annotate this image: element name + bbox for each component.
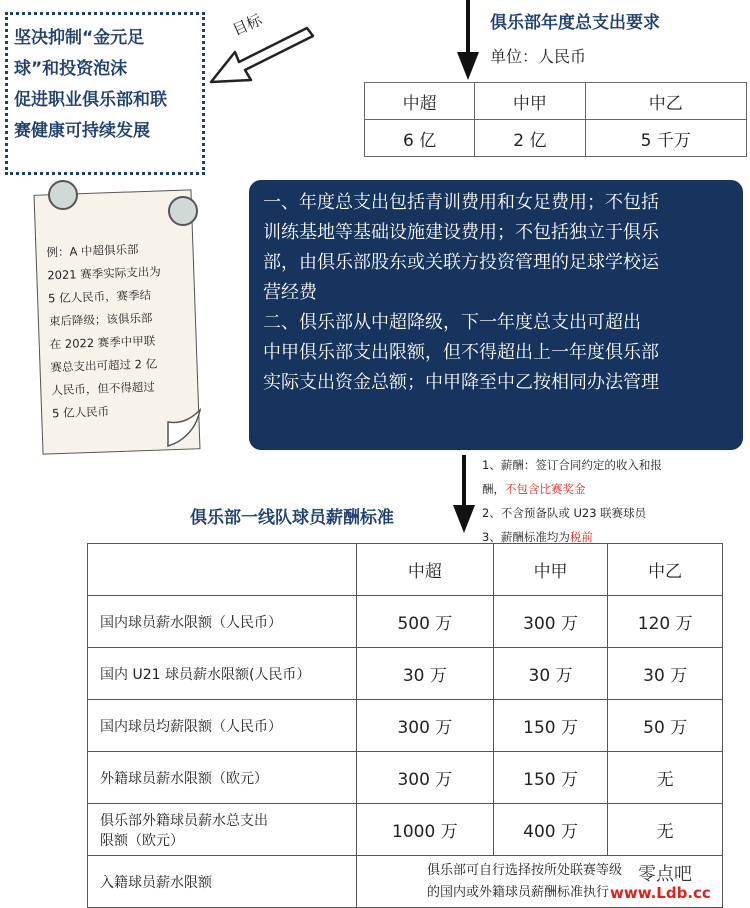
watermark-logo: 零点吧 [638, 864, 692, 885]
salary-notes [482, 453, 747, 549]
annual-title: 俱乐部年度总支出要求 [490, 13, 660, 33]
goal-line: 赛健康可持续发展 [14, 121, 150, 141]
table-header: 中乙 [585, 83, 746, 120]
table-row [365, 120, 747, 157]
pushpin-icon [168, 196, 198, 226]
rule-line: 二、俱乐部从中超降级，下一年度总支出可超出 [263, 312, 641, 333]
table-cell: 150 万 [493, 700, 608, 752]
table-cell: 500 万 [357, 596, 494, 648]
row-label-line: 俱乐部外籍球员薪水总支出 [100, 812, 268, 829]
rule-line: 中甲俱乐部支出限额，但不得超出上一年度俱乐部 [263, 342, 659, 363]
merged-line: 俱乐部可自行选择按所处联赛等级 [427, 862, 623, 878]
table-cell: 6 亿 [365, 120, 475, 157]
note-line: 例：A 中超俱乐部 [46, 242, 139, 260]
row-label [88, 804, 357, 856]
table-cell: 2 亿 [475, 120, 585, 157]
page-curl-icon [166, 408, 202, 448]
note-item [482, 477, 747, 501]
goal-box [5, 12, 205, 175]
note-text: 3、薪酬标准均为 [482, 530, 570, 544]
merged-line: 的国内或外籍球员薪酬标准执行 [427, 884, 610, 900]
note-line: 人民币，但不得超过 [51, 379, 156, 398]
table-header: 中乙 [608, 544, 723, 596]
note-text: 酬， [482, 482, 505, 496]
down-arrow-icon [451, 455, 477, 535]
note-item: 1、薪酬：签订合同约定的收入和报 [482, 458, 662, 472]
note-line: 5 亿人民币，赛季结 [47, 287, 152, 306]
table-row [88, 804, 723, 856]
table-cell: 无 [608, 804, 723, 856]
annual-unit: 单位：人民币 [490, 47, 587, 66]
note-line: 在 2022 赛季中甲联 [49, 333, 156, 352]
table-cell: 300 万 [357, 700, 494, 752]
row-label: 入籍球员薪水限额 [88, 856, 357, 908]
rule-line: 训练基地等基础设施建设费用；不包括独立于俱乐 [263, 222, 659, 243]
arrow-label: 目标 [229, 10, 265, 40]
row-label-line: 限额（欧元） [100, 832, 184, 849]
note-line: 赛总支出可超过 2 亿 [50, 356, 158, 375]
table-cell: 无 [608, 752, 723, 804]
note-line: 束后降级；该俱乐部 [48, 310, 153, 329]
goal-line: 促进职业俱乐部和联 [14, 90, 167, 110]
table-cell: 300 万 [357, 752, 494, 804]
salary-title: 俱乐部一线队球员薪酬标准 [190, 508, 394, 528]
table-cell: 30 万 [493, 648, 608, 700]
table-row [88, 752, 723, 804]
rule-line: 营经费 [263, 282, 317, 303]
table-cell: 1000 万 [357, 804, 494, 856]
table-cell: 50 万 [608, 700, 723, 752]
goal-line: 球”和投资泡沫 [14, 59, 128, 79]
table-cell: 300 万 [493, 596, 608, 648]
annual-table [364, 82, 747, 157]
note-line: 2021 赛季实际支出为 [47, 264, 161, 283]
note-item: 2、不含预备队或 U23 联赛球员 [482, 506, 647, 520]
watermark-url: www.Ldb.cc [610, 884, 711, 902]
rules-panel [249, 180, 743, 450]
table-row [365, 83, 747, 120]
row-label: 国内球员均薪限额（人民币） [88, 700, 357, 752]
rule-line: 部，由俱乐部股东或关联方投资管理的足球学校运 [263, 252, 659, 273]
table-cell: 30 万 [608, 648, 723, 700]
pushpin-icon [48, 180, 78, 210]
table-cell: 30 万 [357, 648, 494, 700]
table-row [88, 700, 723, 752]
table-corner [88, 544, 357, 596]
table-cell: 150 万 [493, 752, 608, 804]
salary-table [87, 543, 723, 908]
down-arrow-icon [455, 0, 481, 82]
table-header: 中甲 [493, 544, 608, 596]
table-cell: 120 万 [608, 596, 723, 648]
table-header: 中超 [365, 83, 475, 120]
table-header: 中超 [357, 544, 494, 596]
note-highlight: 税前 [569, 530, 593, 544]
row-label: 外籍球员薪水限额（欧元） [88, 752, 357, 804]
table-cell: 5 千万 [585, 120, 746, 157]
table-row [88, 596, 723, 648]
note-line: 5 亿人民币 [51, 404, 110, 421]
table-header: 中甲 [475, 83, 585, 120]
rule-line: 实际支出资金总额；中甲降至中乙按相同办法管理 [263, 372, 659, 393]
rule-line: 一、年度总支出包括青训费用和女足费用；不包括 [263, 192, 659, 213]
table-cell: 400 万 [493, 804, 608, 856]
row-label: 国内 U21 球员薪水限额(人民币） [88, 648, 357, 700]
row-label: 国内球员薪水限额（人民币） [88, 596, 357, 648]
table-row [88, 648, 723, 700]
goal-line: 坚决抑制“金元足 [14, 28, 145, 48]
table-row [88, 544, 723, 596]
note-highlight: 不包含比赛奖金 [505, 482, 586, 496]
goal-arrow [205, 20, 315, 90]
